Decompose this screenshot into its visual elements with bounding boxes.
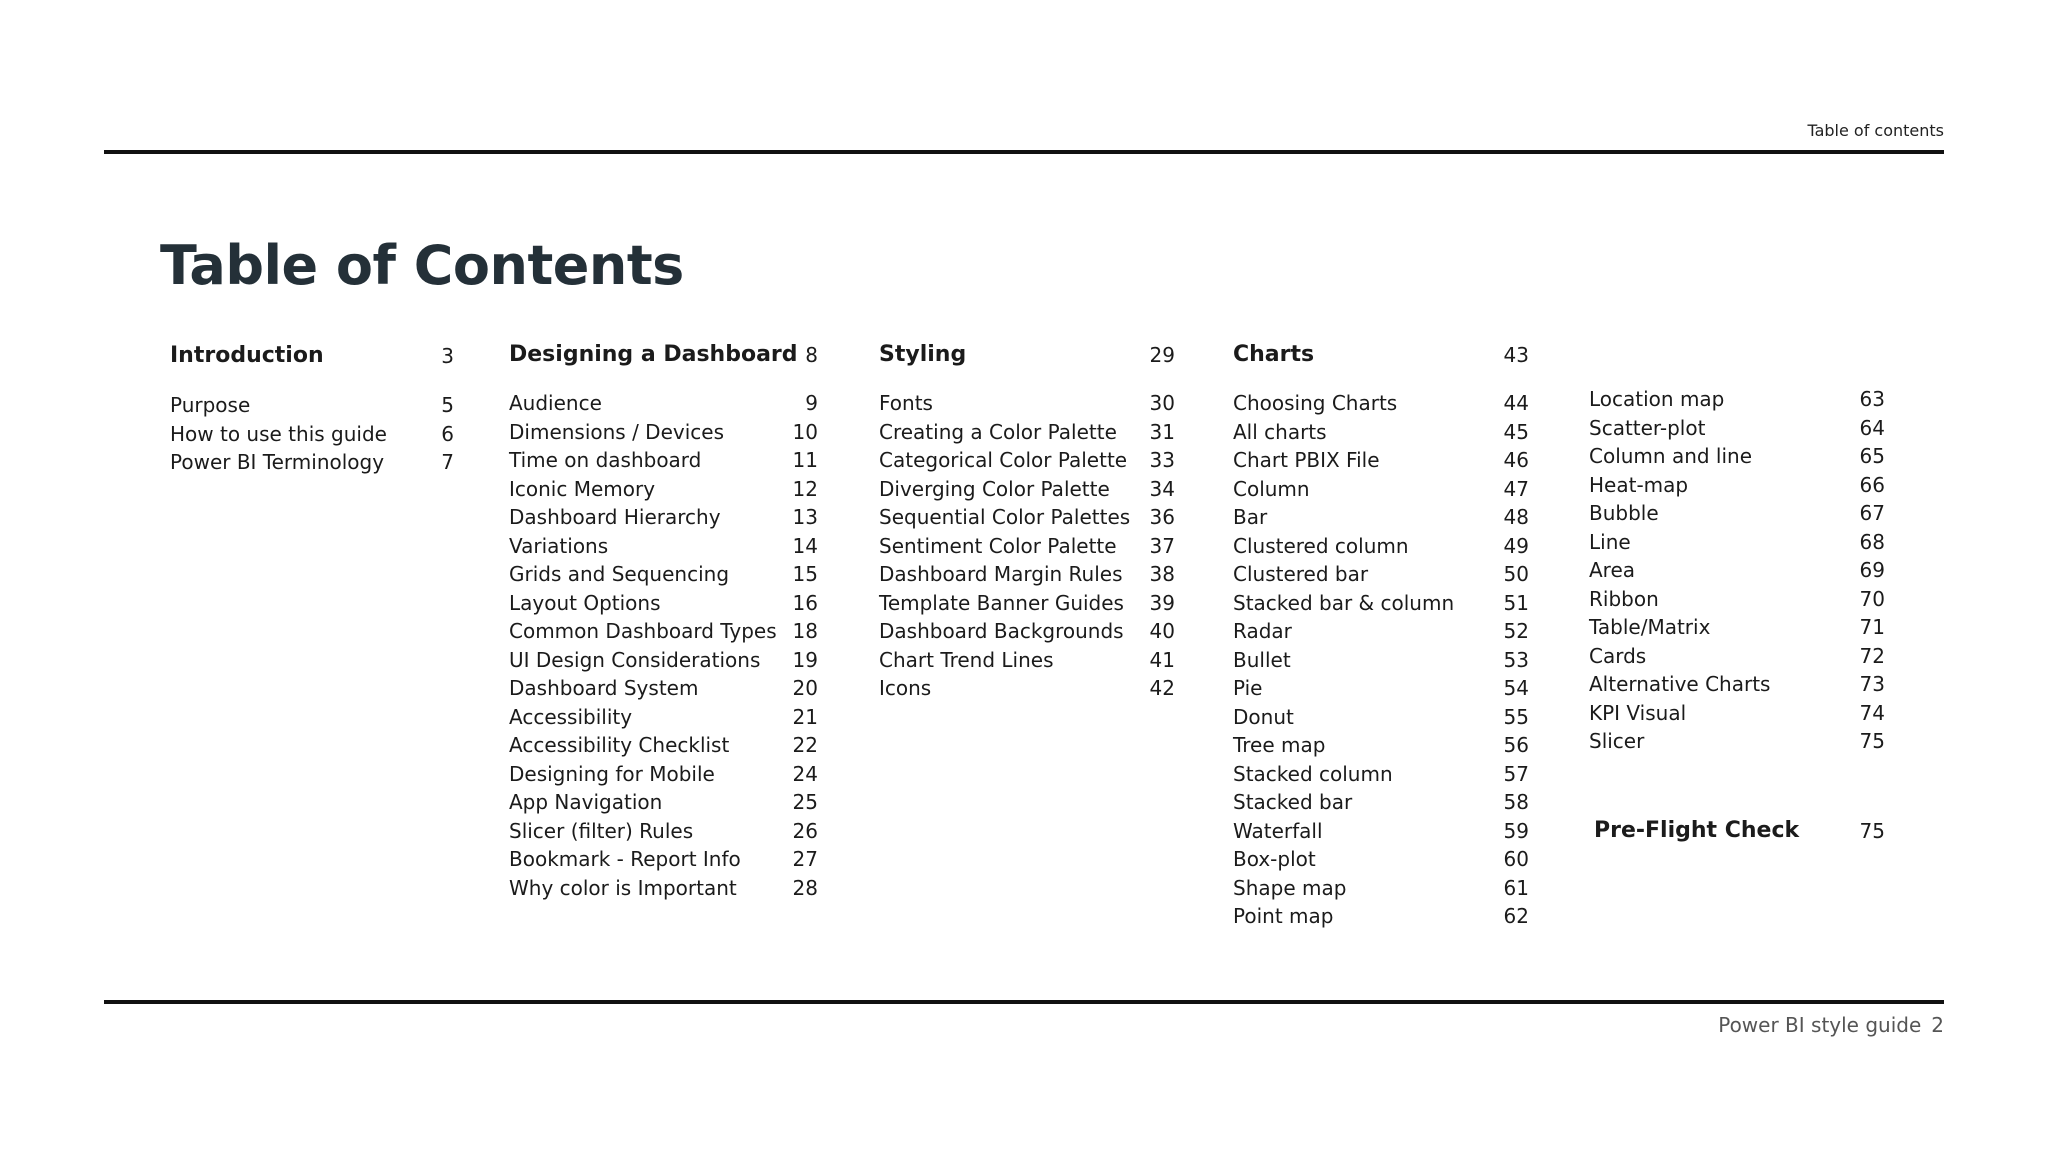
toc-entry-label: KPI Visual	[1589, 701, 1687, 725]
toc-entry-label: Time on dashboard	[509, 448, 702, 472]
toc-entry-page: 39	[1149, 591, 1175, 615]
toc-entry[interactable]	[879, 532, 1175, 560]
toc-entry-label: Diverging Color Palette	[879, 477, 1110, 501]
toc-entry-page: 74	[1859, 701, 1885, 725]
toc-entry[interactable]	[1233, 731, 1529, 759]
toc-entry-label: Sentiment Color Palette	[879, 534, 1117, 558]
toc-entry-label: Purpose	[170, 393, 251, 417]
toc-entry[interactable]	[879, 418, 1175, 446]
toc-entry-page: 72	[1859, 644, 1885, 668]
toc-entry[interactable]	[509, 589, 818, 617]
toc-entry-page: 22	[792, 733, 818, 757]
toc-entry-label: Cards	[1589, 644, 1647, 668]
toc-entry[interactable]	[879, 589, 1175, 617]
toc-section-heading[interactable]	[509, 341, 818, 369]
toc-entry-label: Donut	[1233, 705, 1294, 729]
toc-entry[interactable]	[509, 532, 818, 560]
toc-entry-label: Chart Trend Lines	[879, 648, 1054, 672]
toc-entry-label: Scatter-plot	[1589, 416, 1706, 440]
toc-entry-page: 57	[1503, 762, 1529, 786]
toc-entry-page: 33	[1149, 448, 1175, 472]
toc-entry-page: 16	[792, 591, 818, 615]
toc-entry[interactable]	[509, 731, 818, 759]
toc-entry-label: Line	[1589, 530, 1631, 554]
toc-entry-label: Dimensions / Devices	[509, 420, 724, 444]
toc-entry-label: Slicer	[1589, 729, 1645, 753]
toc-entry-page: 70	[1859, 587, 1885, 611]
toc-heading-page: 75	[1859, 819, 1885, 843]
toc-entry[interactable]	[509, 674, 818, 702]
toc-entry-page: 7	[441, 450, 454, 474]
toc-entry[interactable]	[1233, 589, 1529, 617]
toc-entry[interactable]	[509, 817, 818, 845]
toc-entry-page: 64	[1859, 416, 1885, 440]
toc-entry-page: 67	[1859, 501, 1885, 525]
toc-entry[interactable]	[1233, 874, 1529, 902]
toc-entry-page: 27	[792, 847, 818, 871]
toc-entry-page: 10	[792, 420, 818, 444]
toc-entry-page: 42	[1149, 676, 1175, 700]
toc-entry-label: Template Banner Guides	[879, 591, 1124, 615]
toc-entry[interactable]	[1233, 389, 1529, 417]
toc-entry-page: 61	[1503, 876, 1529, 900]
toc-entry-page: 53	[1503, 648, 1529, 672]
toc-entry-label: Dashboard Backgrounds	[879, 619, 1124, 643]
toc-heading-page: 8	[805, 343, 818, 367]
toc-entry-label: Table/Matrix	[1589, 615, 1711, 639]
toc-section-heading[interactable]	[170, 342, 454, 370]
toc-entry[interactable]	[1589, 699, 1885, 727]
toc-entry[interactable]	[879, 617, 1175, 645]
toc-heading-page: 43	[1503, 343, 1529, 367]
toc-entry[interactable]	[1589, 585, 1885, 613]
toc-entry-page: 44	[1503, 391, 1529, 415]
toc-entry-label: Slicer (filter) Rules	[509, 819, 694, 843]
toc-entry-page: 65	[1859, 444, 1885, 468]
toc-entry-label: Bar	[1233, 505, 1268, 529]
toc-entry[interactable]	[1589, 414, 1885, 442]
toc-entry-page: 49	[1503, 534, 1529, 558]
toc-entry-page: 26	[792, 819, 818, 843]
toc-entry-label: Tree map	[1233, 733, 1326, 757]
toc-entry-page: 28	[792, 876, 818, 900]
toc-entry[interactable]	[509, 446, 818, 474]
toc-entry[interactable]	[879, 646, 1175, 674]
toc-entry-page: 21	[792, 705, 818, 729]
toc-entry[interactable]	[1589, 642, 1885, 670]
page-footer	[1718, 1013, 1944, 1037]
toc-entry[interactable]	[879, 560, 1175, 588]
toc-entry-page: 41	[1149, 648, 1175, 672]
toc-entry[interactable]	[1233, 418, 1529, 446]
toc-entry[interactable]	[170, 420, 454, 448]
toc-heading-label: Styling	[879, 342, 967, 367]
toc-entry-page: 18	[792, 619, 818, 643]
toc-entry-label: Heat-map	[1589, 473, 1689, 497]
toc-entry-label: Box-plot	[1233, 847, 1316, 871]
toc-entry[interactable]	[509, 845, 818, 873]
toc-entry-page: 30	[1149, 391, 1175, 415]
toc-entry[interactable]	[879, 503, 1175, 531]
toc-entry-page: 25	[792, 790, 818, 814]
toc-entry-page: 37	[1149, 534, 1175, 558]
toc-entry[interactable]	[879, 475, 1175, 503]
toc-entry[interactable]	[1589, 670, 1885, 698]
toc-entry-label: Grids and Sequencing	[509, 562, 730, 586]
toc-entry-page: 9	[805, 391, 818, 415]
bottom-divider	[104, 1000, 1944, 1004]
page-title: Table of Contents	[160, 234, 684, 297]
toc-entry[interactable]	[1233, 475, 1529, 503]
toc-entry[interactable]	[1589, 613, 1885, 641]
toc-entry-label: Chart PBIX File	[1233, 448, 1380, 472]
toc-entry-page: 15	[792, 562, 818, 586]
toc-entry-label: Designing for Mobile	[509, 762, 715, 786]
toc-entry-page: 11	[792, 448, 818, 472]
toc-section-heading[interactable]	[879, 341, 1175, 369]
toc-entry-label: Dashboard Margin Rules	[879, 562, 1123, 586]
toc-entry[interactable]	[509, 788, 818, 816]
toc-section-heading[interactable]	[1233, 341, 1529, 369]
toc-entry-page: 69	[1859, 558, 1885, 582]
toc-entry[interactable]	[509, 646, 818, 674]
toc-entry-label: Audience	[509, 391, 602, 415]
toc-entry-page: 5	[441, 393, 454, 417]
toc-entry-label: App Navigation	[509, 790, 663, 814]
toc-entry-page: 14	[792, 534, 818, 558]
toc-entry[interactable]	[509, 703, 818, 731]
toc-heading-label: Charts	[1233, 342, 1315, 367]
toc-entry[interactable]	[1589, 471, 1885, 499]
toc-entry-label: Ribbon	[1589, 587, 1659, 611]
toc-entry[interactable]	[1589, 385, 1885, 413]
toc-entry-label: Clustered bar	[1233, 562, 1369, 586]
toc-entry-label: Dashboard Hierarchy	[509, 505, 721, 529]
toc-entry[interactable]	[170, 448, 454, 476]
toc-entry[interactable]	[1589, 528, 1885, 556]
toc-entry-page: 59	[1503, 819, 1529, 843]
toc-entry-label: Bullet	[1233, 648, 1291, 672]
toc-entry[interactable]	[1233, 560, 1529, 588]
toc-entry-label: Power BI Terminology	[170, 450, 385, 474]
toc-entry[interactable]	[509, 503, 818, 531]
toc-entry-page: 36	[1149, 505, 1175, 529]
toc-entry-page: 40	[1149, 619, 1175, 643]
toc-entry-label: Clustered column	[1233, 534, 1409, 558]
toc-entry[interactable]	[1233, 446, 1529, 474]
toc-entry[interactable]	[1233, 646, 1529, 674]
toc-entry-page: 19	[792, 648, 818, 672]
toc-entry-page: 13	[792, 505, 818, 529]
toc-entry-label: Fonts	[879, 391, 933, 415]
toc-entry-label: Stacked bar	[1233, 790, 1353, 814]
toc-entry-label: Layout Options	[509, 591, 661, 615]
toc-entry-label: Iconic Memory	[509, 477, 656, 501]
toc-entry[interactable]	[1233, 817, 1529, 845]
toc-heading-page: 3	[441, 344, 454, 368]
toc-entry[interactable]	[1589, 727, 1885, 755]
toc-entry-page: 48	[1503, 505, 1529, 529]
toc-entry-label: Stacked column	[1233, 762, 1393, 786]
toc-entry-label: Alternative Charts	[1589, 672, 1771, 696]
toc-heading-page: 29	[1149, 343, 1175, 367]
footer-title: Power BI style guide	[1718, 1013, 1922, 1037]
toc-entry[interactable]	[509, 475, 818, 503]
top-divider	[104, 150, 1944, 154]
toc-entry-page: 54	[1503, 676, 1529, 700]
toc-entry-label: Radar	[1233, 619, 1292, 643]
toc-entry-label: Categorical Color Palette	[879, 448, 1128, 472]
toc-entry-page: 68	[1859, 530, 1885, 554]
toc-entry-page: 24	[792, 762, 818, 786]
toc-entry[interactable]	[1233, 760, 1529, 788]
page-number: 2	[1931, 1013, 1944, 1037]
toc-entry-label: Why color is Important	[509, 876, 737, 900]
toc-entry[interactable]	[1233, 845, 1529, 873]
toc-entry-label: Stacked bar & column	[1233, 591, 1455, 615]
toc-entry-label: Sequential Color Palettes	[879, 505, 1131, 529]
toc-entry-page: 63	[1859, 387, 1885, 411]
toc-entry-label: Accessibility Checklist	[509, 733, 730, 757]
toc-entry-page: 51	[1503, 591, 1529, 615]
toc-entry[interactable]	[1589, 556, 1885, 584]
toc-entry-label: Dashboard System	[509, 676, 699, 700]
toc-entry-page: 45	[1503, 420, 1529, 444]
toc-entry[interactable]	[1233, 788, 1529, 816]
toc-entry[interactable]	[509, 760, 818, 788]
toc-entry-page: 60	[1503, 847, 1529, 871]
toc-entry-page: 62	[1503, 904, 1529, 928]
header-label: Table of contents	[1807, 121, 1944, 140]
toc-entry[interactable]	[1233, 703, 1529, 731]
toc-entry[interactable]	[879, 446, 1175, 474]
toc-entry-page: 55	[1503, 705, 1529, 729]
toc-entry-label: Variations	[509, 534, 609, 558]
toc-entry[interactable]	[509, 418, 818, 446]
toc-entry[interactable]	[509, 560, 818, 588]
toc-entry[interactable]	[1233, 503, 1529, 531]
toc-entry[interactable]	[1233, 902, 1529, 930]
toc-entry-page: 58	[1503, 790, 1529, 814]
toc-entry-label: Pie	[1233, 676, 1263, 700]
toc-entry-page: 56	[1503, 733, 1529, 757]
toc-entry-page: 66	[1859, 473, 1885, 497]
toc-heading-label: Introduction	[170, 343, 324, 368]
toc-entry-label: Bubble	[1589, 501, 1659, 525]
toc-entry-page: 34	[1149, 477, 1175, 501]
toc-entry[interactable]	[879, 389, 1175, 417]
toc-entry-label: Column	[1233, 477, 1310, 501]
toc-heading-label: Pre-Flight Check	[1594, 818, 1800, 843]
toc-entry-label: Waterfall	[1233, 819, 1323, 843]
toc-entry[interactable]	[1233, 674, 1529, 702]
toc-entry-label: Common Dashboard Types	[509, 619, 777, 643]
toc-entry[interactable]	[879, 674, 1175, 702]
toc-entry-page: 73	[1859, 672, 1885, 696]
toc-entry-label: Location map	[1589, 387, 1725, 411]
toc-heading-label: Designing a Dashboard	[509, 342, 798, 367]
toc-section-heading[interactable]	[1589, 817, 1885, 845]
toc-entry-label: Accessibility	[509, 705, 633, 729]
toc-entry-page: 6	[441, 422, 454, 446]
toc-entry-page: 52	[1503, 619, 1529, 643]
toc-entry-label: Shape map	[1233, 876, 1347, 900]
toc-entry-page: 46	[1503, 448, 1529, 472]
toc-entry[interactable]	[1233, 617, 1529, 645]
toc-entry-label: Choosing Charts	[1233, 391, 1398, 415]
toc-entry[interactable]	[1589, 442, 1885, 470]
toc-entry[interactable]	[509, 874, 818, 902]
toc-entry-page: 31	[1149, 420, 1175, 444]
toc-entry-label: Column and line	[1589, 444, 1753, 468]
toc-entry-label: UI Design Considerations	[509, 648, 761, 672]
toc-entry-page: 75	[1859, 729, 1885, 753]
toc-entry[interactable]	[1233, 532, 1529, 560]
toc-entry[interactable]	[509, 389, 818, 417]
toc-entry-label: Icons	[879, 676, 932, 700]
toc-entry-page: 71	[1859, 615, 1885, 639]
toc-entry-label: How to use this guide	[170, 422, 387, 446]
toc-entry-label: Point map	[1233, 904, 1334, 928]
toc-entry[interactable]	[1589, 499, 1885, 527]
toc-entry-page: 12	[792, 477, 818, 501]
toc-entry-label: Creating a Color Palette	[879, 420, 1117, 444]
toc-entry-page: 38	[1149, 562, 1175, 586]
toc-entry[interactable]	[170, 391, 454, 419]
toc-entry-page: 20	[792, 676, 818, 700]
toc-entry-label: Bookmark - Report Info	[509, 847, 741, 871]
toc-entry-page: 50	[1503, 562, 1529, 586]
toc-entry-page: 47	[1503, 477, 1529, 501]
toc-entry-label: All charts	[1233, 420, 1327, 444]
toc-entry[interactable]	[509, 617, 818, 645]
toc-entry-label: Area	[1589, 558, 1636, 582]
